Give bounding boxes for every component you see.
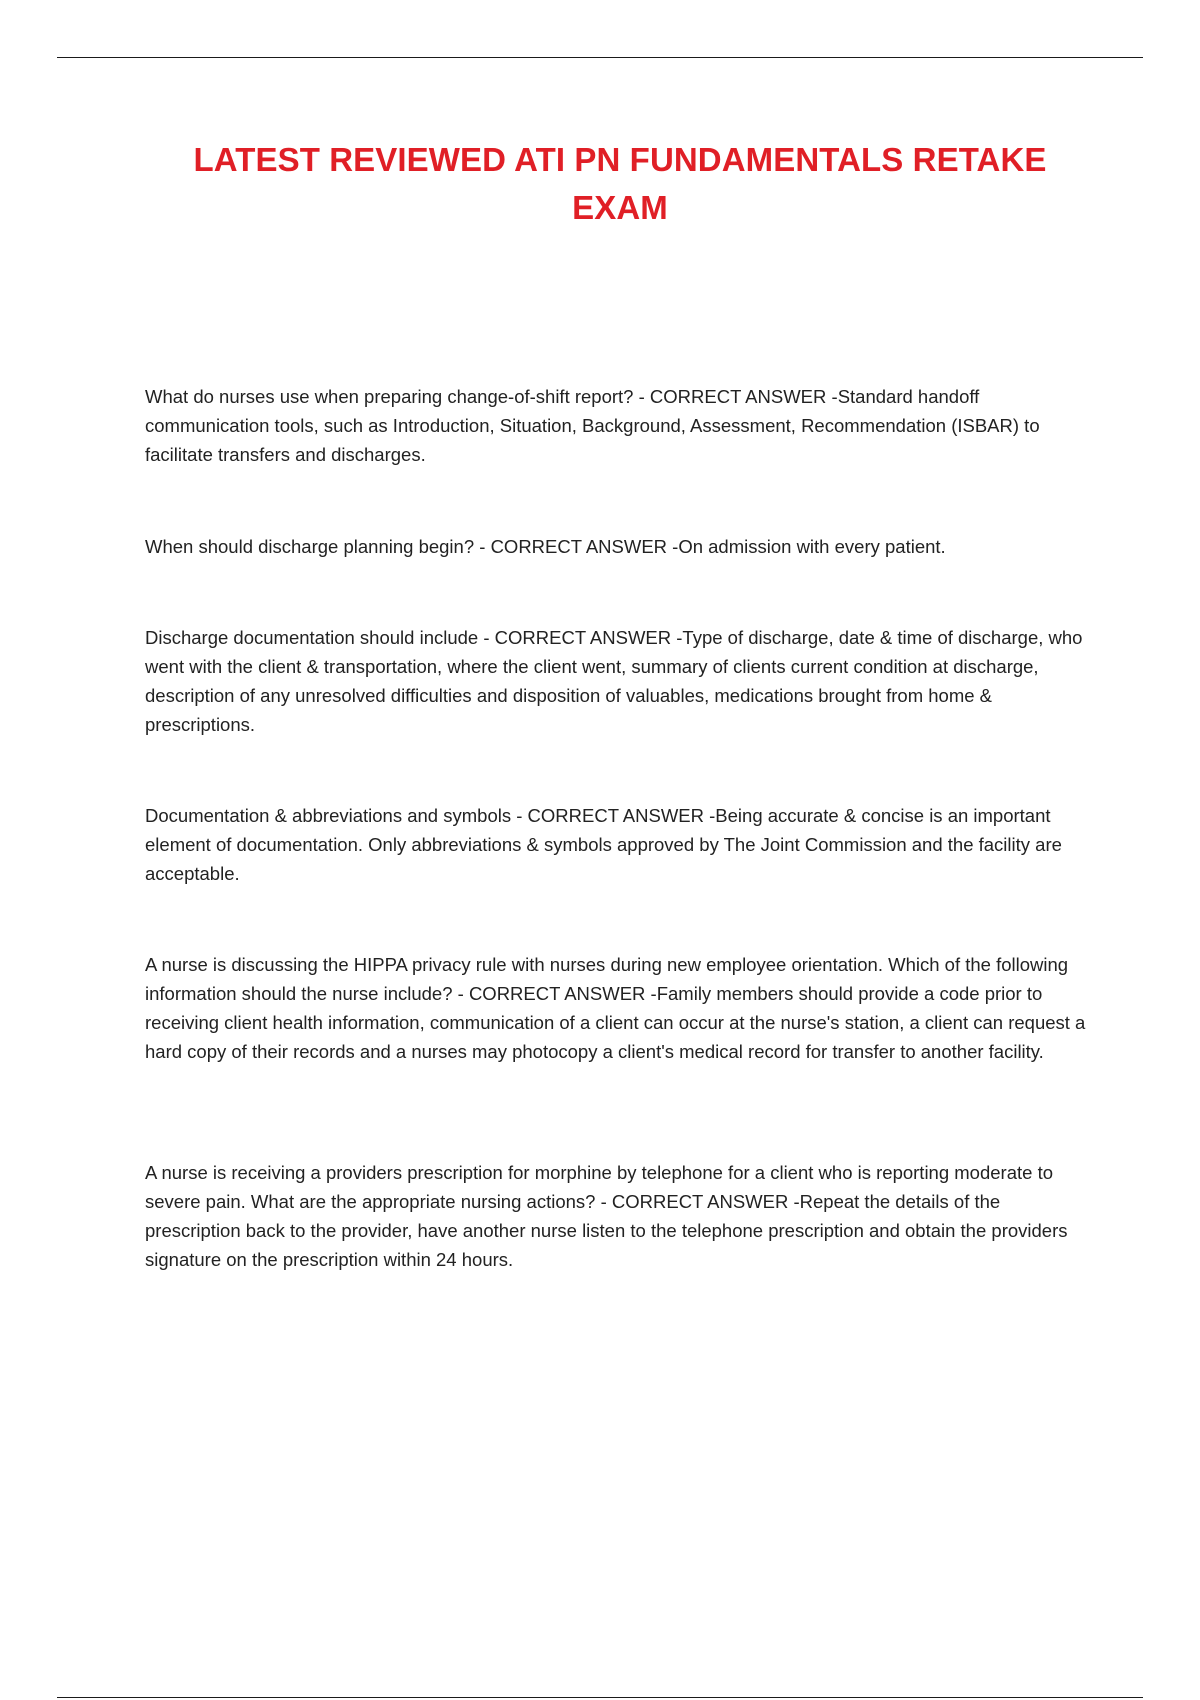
question-text: Documentation & abbreviations and symbols [145,805,512,826]
answer-text: Being accurate & concise is an important element of documentation. Only abbreviations & symbols approved by The Joint Commission and the facility are acceptable. [145,805,1062,884]
qa-item [145,382,1090,469]
question-text: When should discharge planning begin? [145,536,475,557]
answer-marker: - CORRECT ANSWER - [516,805,716,826]
qa-item [145,532,1090,561]
answer-text: Standard handoff communication tools, such as Introduction, Situation, Background, Assessment, Recommendation (ISBAR) to facilitate transfers and discharges. [145,386,1040,465]
qa-item [145,623,1090,739]
qa-item [145,950,1090,1066]
document-title: LATEST REVIEWED ATI PN FUNDAMENTALS RETAKE EXAM [193,141,1047,226]
answer-marker: - CORRECT ANSWER - [600,1191,800,1212]
answer-marker: - CORRECT ANSWER - [483,627,683,648]
bottom-rule [57,1697,1143,1698]
answer-marker: - CORRECT ANSWER - [479,536,679,557]
answer-text: Family members should provide a code prior to receiving client health information, communication of a client can occur at the nurse's station, a client can request a hard copy of their records and a nurses may photocopy a client's medical record for transfer to another facility. [145,983,1086,1062]
answer-marker: - CORRECT ANSWER - [457,983,657,1004]
question-text: Discharge documentation should include [145,627,479,648]
qa-item [145,801,1090,888]
answer-text: Type of discharge, date & time of discharge, who went with the client & transportation, where the client went, summary of clients current condition at discharge, description of any unresolved difficulties and disposition of valuables, medications brought from home & prescriptions. [145,627,1083,735]
question-text: A nurse is discussing the HIPPA privacy rule with nurses during new employee orientation. Which of the following information should the nurse include? [145,954,1069,1004]
question-text: A nurse is receiving a providers prescription for morphine by telephone for a client who is reporting moderate to severe pain. What are the appropriate nursing actions? [145,1162,1053,1212]
answer-text: Repeat the details of the prescription back to the provider, have another nurse listen to the telephone prescription and obtain the providers signature on the prescription within 24 hours. [145,1191,1068,1270]
top-rule [57,57,1143,58]
question-text: What do nurses use when preparing change-of-shift report? [145,386,634,407]
qa-item [145,1158,1090,1274]
answer-text: On admission with every patient. [678,536,946,557]
answer-marker: - CORRECT ANSWER - [638,386,838,407]
